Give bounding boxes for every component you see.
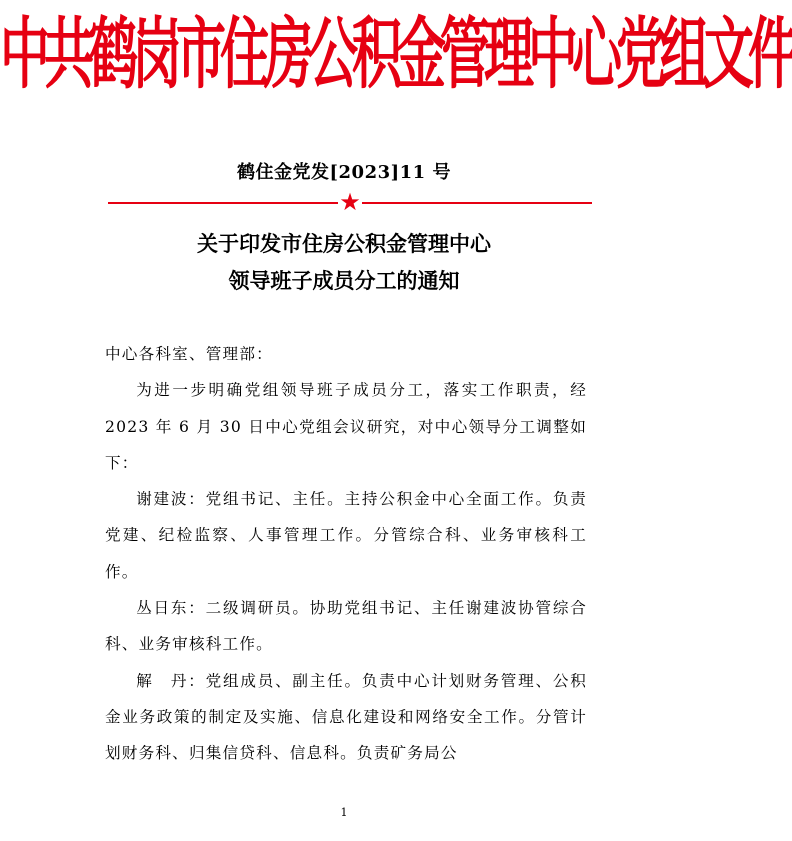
title-line-2: 领导班子成员分工的通知 [228,269,460,293]
divider-line-right [362,202,592,204]
document-masthead: 中共鹤岗市住房公积金管理中心党组文件 [0,9,792,99]
document-title [0,226,688,300]
document-body [105,336,587,772]
red-divider [108,188,592,216]
body-paragraph: 为进一步明确党组领导班子成员分工，落实工作职责，经 2023 年 6 月 30 日中心党组会议研究，对中心领导分工调整如下： [105,381,587,472]
body-paragraph: 丛日东：二级调研员。协助党组书记、主任谢建波协管综合科、业务审核科工作。 [105,599,587,654]
document-number: 鹤住金党发[2023]11 号 [237,162,451,183]
divider-line-left [108,202,338,204]
body-paragraph: 谢建波：党组书记、主任。主持公积金中心全面工作。负责党建、纪检监察、人事管理工作。分管综合科、业务审核科工作。 [105,490,587,581]
star-icon: ★ [339,188,361,216]
salutation: 中心各科室、管理部： [105,345,273,363]
title-line-1: 关于印发市住房公积金管理中心 [197,232,491,256]
body-paragraph: 解 丹：党组成员、副主任。负责中心计划财务管理、公积金业务政策的制定及实施、信息化建设和网络安全工作。分管计划财务科、归集信贷科、信息科。负责矿务局公 [105,671,587,763]
page-number: 1 [340,806,348,819]
